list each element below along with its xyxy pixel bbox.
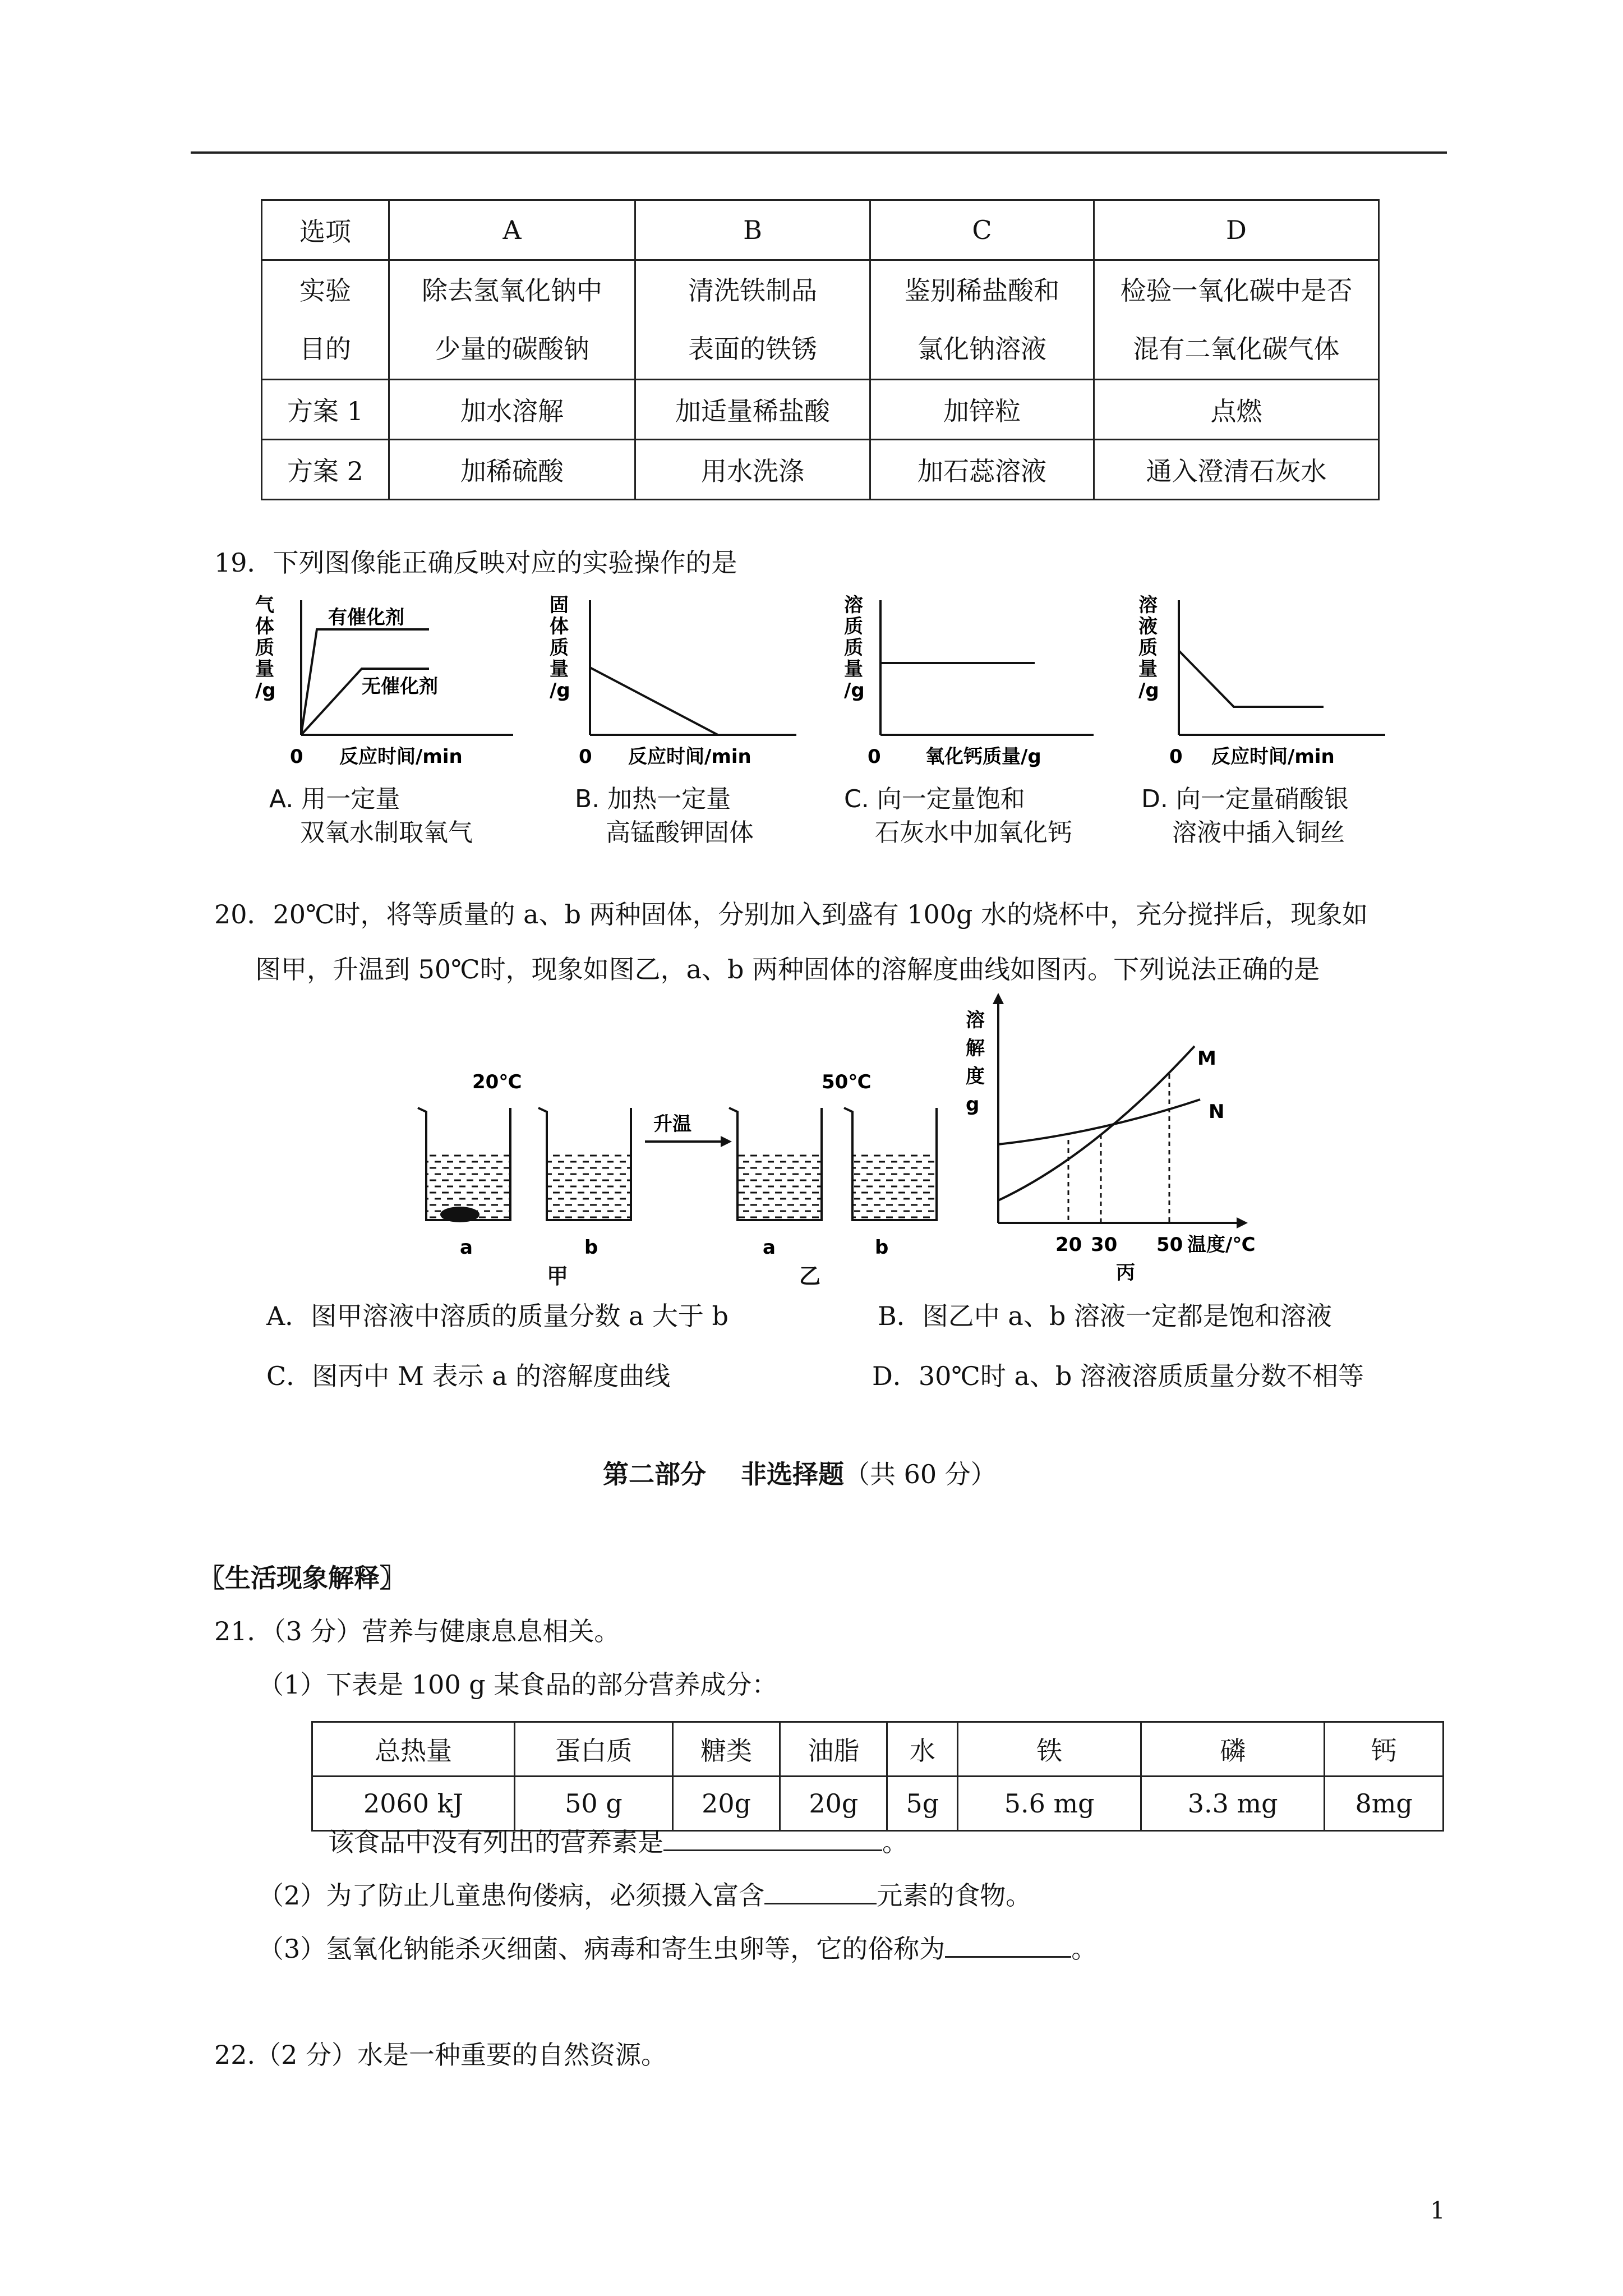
graph-a-xlabel: 反应时间/min: [339, 746, 463, 768]
answer-blank[interactable]: [663, 1826, 882, 1851]
graph-b-ylabel: /g: [550, 679, 570, 702]
table-row: [262, 260, 1379, 380]
q19-stem: 19．下列图像能正确反映对应的实验操作的是: [214, 547, 737, 578]
temp-label-50: 50℃: [822, 1071, 872, 1093]
table-cell: 选项: [262, 200, 389, 260]
heat-arrow-label: 升温: [653, 1113, 691, 1135]
graph-b-ylabel: 固: [550, 594, 569, 616]
table-cell: 铁: [958, 1722, 1141, 1777]
part-two-heading: 第二部分 非选择题（共 60 分）: [603, 1459, 997, 1489]
table-cell: 鉴别稀盐酸和 氯化钠溶液: [870, 260, 1094, 380]
q21-sub2: （2）为了防止儿童患佝偻病，必须摄入富含 元素的食物。: [258, 1880, 1032, 1911]
q20-option-b: B．图乙中 a、b 溶液一定都是饱和溶液: [878, 1301, 1332, 1331]
graph-a-ylabel: 体: [255, 615, 274, 638]
table-cell: D: [1094, 200, 1379, 260]
graph-a-origin: 0: [290, 746, 303, 768]
table-cell: 除去氢氧化钠中 少量的碳酸钠: [389, 260, 635, 380]
page-number: 1: [1430, 2197, 1445, 2224]
table-cell: 通入澄清石灰水: [1094, 440, 1379, 500]
table-cell: 方案 2: [262, 440, 389, 500]
graph-a-ylabel: /g: [255, 679, 276, 702]
graph-d-origin: 0: [1169, 746, 1183, 768]
chart-ylabel: 度: [966, 1065, 985, 1088]
q21-sub3: （3）氢氧化钠能杀灭细菌、病毒和寄生虫卵等，它的俗称为 。: [258, 1934, 1098, 1964]
table-cell: 加适量稀盐酸: [635, 380, 870, 440]
beaker-b-20: [538, 1108, 631, 1220]
fig-label-jia: 甲: [547, 1264, 569, 1289]
graph-c-xlabel: 氧化钙质量/g: [925, 746, 1041, 768]
table-cell: B: [635, 200, 870, 260]
graph-a-ylabel: 气: [255, 594, 274, 616]
table-cell: A: [389, 200, 635, 260]
solubility-chart: [953, 993, 1267, 1284]
table-cell: C: [870, 200, 1094, 260]
q20-stem-line2: 图甲，升温到 50℃时，现象如图乙，a、b 两种固体的溶解度曲线如图丙。下列说法正确的是: [255, 954, 1320, 984]
table-cell: 点燃: [1094, 380, 1379, 440]
q20-option-d: D．30℃时 a、b 溶液溶质质量分数不相等: [872, 1361, 1364, 1391]
q22-stem: 22.（2 分）水是一种重要的自然资源。: [214, 2040, 667, 2070]
table-row: [262, 440, 1379, 500]
graph-c-ylabel: 量: [844, 658, 863, 680]
graph-d-ylabel: 量: [1138, 658, 1158, 680]
graph-b-ylabel: 量: [550, 658, 569, 680]
graph-d-ylabel: 溶: [1138, 594, 1158, 616]
curve-label-n: N: [1209, 1101, 1225, 1123]
graph-a-ylabel: 质: [255, 637, 274, 659]
table-cell: 2060 kJ: [312, 1777, 515, 1831]
table-cell: 8mg: [1325, 1777, 1444, 1831]
beaker-b-50: [844, 1108, 937, 1220]
arrow-head-icon: [721, 1136, 732, 1147]
curve-solid-mass: [590, 668, 718, 735]
table-cell: 加水溶解: [389, 380, 635, 440]
chart-xlabel: 温度/℃: [1187, 1234, 1256, 1256]
table-cell: 钙: [1325, 1722, 1444, 1777]
q20-option-c: C．图丙中 M 表示 a 的溶解度曲线: [266, 1361, 671, 1391]
graph-c-ylabel: 质: [844, 615, 863, 638]
table-cell: 加稀硫酸: [389, 440, 635, 500]
curve-label-m: M: [1197, 1047, 1216, 1070]
q21-sub1: （1）下表是 100 g 某食品的部分营养成分：: [258, 1669, 778, 1700]
fig-label-bing: 丙: [1116, 1262, 1135, 1284]
graph-b-origin: 0: [579, 746, 592, 768]
section-title: 〖生活现象解释〗: [199, 1563, 405, 1593]
beaker-label-a: a: [763, 1236, 776, 1259]
table-cell: 实验 目的: [262, 260, 389, 380]
graph-d-ylabel: 质: [1138, 637, 1158, 659]
graph-a: [255, 595, 519, 769]
beaker-a-50: [729, 1108, 822, 1220]
answer-blank[interactable]: [945, 1932, 1071, 1958]
beaker-label-a: a: [460, 1236, 473, 1259]
table-cell: 清洗铁制品 表面的铁锈: [635, 260, 870, 380]
beaker-a-20: [418, 1108, 510, 1222]
y-axis-arrow-icon: [993, 993, 1004, 1004]
table-cell: 5.6 mg: [958, 1777, 1141, 1831]
table-cell: 水: [887, 1722, 958, 1777]
graph-b-ylabel: 体: [550, 615, 569, 638]
graph-a-label-no-catalyst: 无催化剂: [362, 675, 438, 698]
table-cell: 3.3 mg: [1141, 1777, 1325, 1831]
graph-c-ylabel: /g: [844, 679, 865, 702]
header-rule: [191, 151, 1447, 154]
table-cell: 方案 1: [262, 380, 389, 440]
undissolved-solid: [440, 1207, 479, 1222]
graph-d-ylabel: /g: [1138, 679, 1159, 702]
table-cell: 检验一氧化碳中是否 混有二氧化碳气体: [1094, 260, 1379, 380]
curve-solution-mass: [1179, 651, 1324, 707]
x-axis-arrow-icon: [1237, 1217, 1248, 1228]
graph-b-xlabel: 反应时间/min: [628, 746, 751, 768]
curve-m: [998, 1046, 1195, 1200]
table-row: [262, 200, 1379, 260]
graph-b-ylabel: 质: [550, 637, 569, 659]
x-tick-20: 20: [1055, 1234, 1082, 1256]
table-cell: 20g: [672, 1777, 780, 1831]
graph-b-caption: B. 加热一定量 高锰酸钾固体: [575, 785, 754, 847]
x-tick-30: 30: [1091, 1234, 1118, 1256]
q20-option-a: A．图甲溶液中溶质的质量分数 a 大于 b: [266, 1301, 728, 1331]
table-row: [312, 1722, 1444, 1777]
x-tick-50: 50: [1156, 1234, 1183, 1256]
chart-ylabel: 解: [966, 1037, 985, 1060]
fig-label-yi: 乙: [799, 1264, 821, 1289]
table-cell: 50 g: [514, 1777, 672, 1831]
table-cell: 蛋白质: [514, 1722, 672, 1777]
table-cell: 加锌粒: [870, 380, 1094, 440]
table-cell: 5g: [887, 1777, 958, 1831]
graph-c-caption: C. 向一定量饱和 石灰水中加氧化钙: [844, 785, 1072, 847]
graph-d-xlabel: 反应时间/min: [1211, 746, 1335, 768]
table-cell: 糖类: [672, 1722, 780, 1777]
table-row: [312, 1777, 1444, 1831]
table-cell: 油脂: [780, 1722, 887, 1777]
beaker-label-b: b: [584, 1236, 598, 1259]
beaker-label-b: b: [875, 1236, 889, 1259]
q21-missing-line: 该食品中没有列出的营养素是 。: [328, 1827, 908, 1857]
graph-c: [844, 595, 1108, 769]
table-cell: 加石蕊溶液: [870, 440, 1094, 500]
graph-d-ylabel: 液: [1138, 615, 1158, 638]
graph-a-ylabel: 量: [255, 658, 274, 680]
table-cell: 总热量: [312, 1722, 515, 1777]
table-cell: 磷: [1141, 1722, 1325, 1777]
table-cell: 20g: [780, 1777, 887, 1831]
graph-c-ylabel: 质: [844, 637, 863, 659]
table-row: [262, 380, 1379, 440]
graph-a-caption: A. 用一定量 双氧水制取氧气: [269, 785, 473, 847]
table-cell: 用水洗涤: [635, 440, 870, 500]
q21-stem: 21．（3 分）营养与健康息息相关。: [214, 1616, 620, 1646]
options-table: [261, 199, 1380, 500]
graph-d-caption: D. 向一定量硝酸银 溶液中插入铜丝: [1141, 785, 1349, 847]
graph-d: [1138, 595, 1402, 769]
graph-c-ylabel: 溶: [844, 594, 863, 616]
chart-ylabel: 溶: [966, 1009, 985, 1032]
graph-c-origin: 0: [868, 746, 881, 768]
chart-ylabel: g: [966, 1093, 980, 1116]
temp-label-20: 20℃: [472, 1071, 522, 1093]
answer-blank[interactable]: [764, 1879, 877, 1904]
nutrition-table: [311, 1721, 1444, 1832]
graph-b: [550, 595, 813, 769]
graph-a-label-catalyst: 有催化剂: [328, 606, 404, 629]
q20-stem-line1: 20．20℃时，将等质量的 a、b 两种固体，分别加入到盛有 100g 水的烧杯中，充分搅拌后，现象如: [214, 899, 1368, 930]
